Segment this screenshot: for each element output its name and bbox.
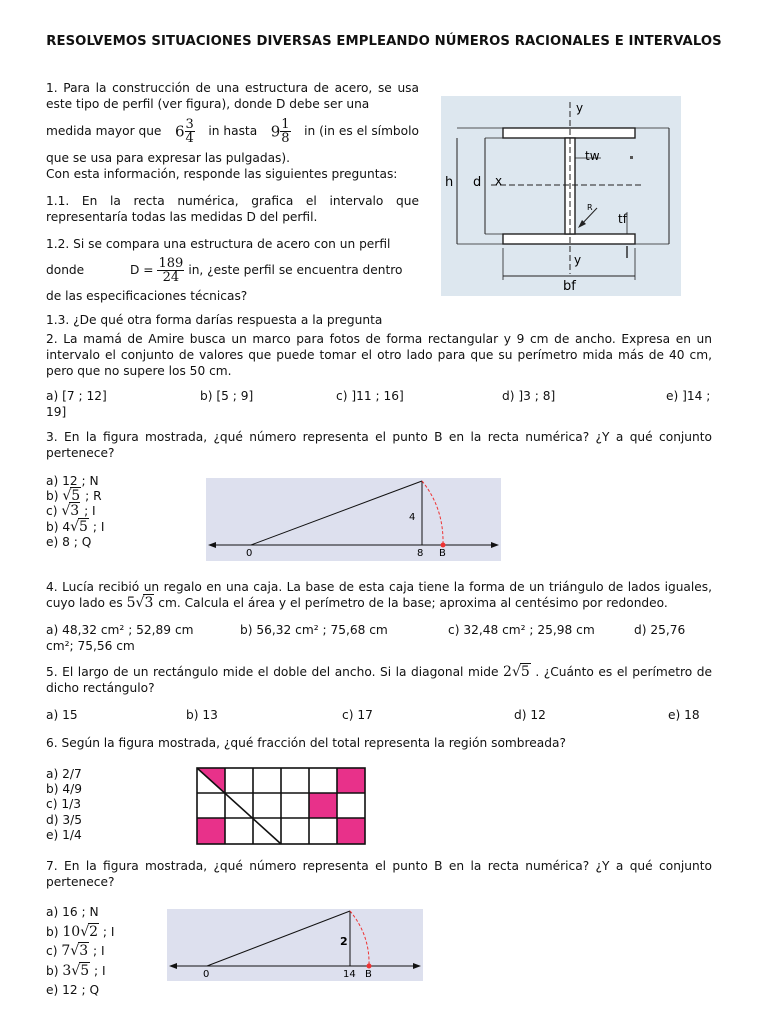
q3-point-b	[441, 543, 446, 548]
q6-grid-figure	[196, 767, 366, 845]
q3-option-e: e) 8 ; Q	[46, 534, 92, 549]
q2-option-d: d) ]3 ; 8]	[502, 389, 556, 403]
q6-option-a: a) 2/7	[46, 767, 82, 781]
q7-option-e: e) 12 ; Q	[46, 983, 100, 997]
q1-2-fraction: $\frac{189}{24}$	[158, 255, 184, 285]
q7-label-origin: 0	[203, 969, 210, 980]
q3-options	[46, 474, 104, 550]
q6-shade-r1c6	[337, 768, 365, 793]
q5-option-b: b) 13	[186, 708, 218, 722]
q7-option-b: b) 10√2 ; I	[46, 923, 115, 940]
q1-mixed-1: 6 $\frac{3}{4}$	[175, 116, 194, 146]
figure-background	[441, 96, 681, 296]
q1-fraction-line	[46, 112, 419, 150]
label-r: R	[587, 203, 593, 212]
q3-number-line-figure	[206, 478, 501, 561]
q1-mixed-2: 9 $\frac{1}{8}$	[270, 116, 290, 146]
bottom-flange	[503, 234, 635, 244]
q7-option-a: a) 16 ; N	[46, 905, 99, 919]
q6-option-c: c) 1/3	[46, 797, 81, 812]
q4-option-d-cont: cm²; 75,56 cm	[46, 639, 135, 653]
top-flange	[503, 128, 635, 138]
question-2: 2. La mamá de Amire busca un marco para fotos de forma rectangular y 9 cm de ancho. Expresa en un intervalo el conjunto de valores que puede tomar el otro lado para que su perímetro mida más de 40 cm, pero que no supere los 50 cm.	[46, 332, 712, 378]
label-y-top: y	[576, 101, 584, 115]
q7-label-b: B	[365, 969, 372, 980]
q2-option-b: b) [5 ; 9]	[200, 389, 254, 403]
q3-label-origin: 0	[246, 548, 253, 559]
q6-options	[46, 767, 82, 843]
question-4: 4. Lucía recibió un regalo en una caja. La base de esta caja tiene la forma de un triángulo de lados iguales, cuyo lado es 5√3 cm. Calcula el área y el perímetro de la base; aproxima al centésimo por redondeo.	[46, 580, 712, 611]
q4-radical: 5√3	[126, 595, 154, 611]
q1-2-post: in, ¿este perfil se encuentra dentro	[188, 263, 403, 277]
q5-radical: 2√5	[503, 664, 530, 680]
label-tw: tw	[585, 149, 600, 163]
q1-2-donde: donde	[46, 263, 85, 277]
page-title: RESOLVEMOS SITUACIONES DIVERSAS EMPLEANDO NÚMEROS RACIONALES E INTERVALOS	[46, 34, 722, 49]
q3-option-c: c) √3 ; I	[46, 503, 96, 520]
q6-shade-r2c5	[309, 793, 337, 818]
question-3: 3. En la figura mostrada, ¿qué número representa el punto B en la recta numérica? ¿Y a qué conjunto pertenece?	[46, 430, 712, 460]
q2-option-e-cont: 19]	[46, 405, 67, 419]
q1-pre: medida mayor que	[46, 124, 162, 138]
q6-shade-r3c1	[197, 818, 225, 844]
q5-option-a: a) 15	[46, 708, 78, 722]
q7-number-line-figure	[167, 909, 423, 981]
q3-label-foot: 8	[417, 548, 424, 559]
q5-option-e: e) 18	[668, 708, 700, 722]
q1-1: 1.1. En la recta numérica, grafica el intervalo que representaría todas las medidas D del perfil.	[46, 194, 419, 224]
q6-option-e: e) 1/4	[46, 827, 82, 842]
q1-line4: Con esta información, responde las siguientes preguntas:	[46, 167, 398, 181]
q1-2-line: 1.2. Si se compara una estructura de acero con un perfil	[46, 237, 391, 251]
q3-label-height: 4	[409, 512, 416, 523]
q4-option-d: d) 25,76	[634, 623, 686, 637]
q2-option-e: e) ]14 ;	[666, 389, 711, 403]
q3-option-d: b) 4√5 ; I	[46, 518, 105, 535]
q7-point-b	[367, 964, 372, 969]
q7-options	[46, 903, 115, 1001]
question-1	[46, 80, 419, 328]
q2-option-a: a) [7 ; 12]	[46, 389, 107, 403]
q6-shade-r3c6	[337, 818, 365, 844]
label-tf: tf	[618, 212, 627, 226]
q1-2-d: D =	[130, 263, 154, 277]
q1-3: 1.3. ¿De qué otra forma darías respuesta a la pregunta	[46, 313, 383, 327]
i-beam-figure	[441, 96, 681, 296]
label-bf: bf	[563, 279, 576, 294]
question-6: 6. Según la figura mostrada, ¿qué fracción del total representa la región sombreada?	[46, 736, 566, 750]
q7-label-foot: 14	[343, 969, 356, 980]
q4-option-a: a) 48,32 cm² ; 52,89 cm	[46, 623, 194, 637]
question-7: 7. En la figura mostrada, ¿qué número representa el punto B en la recta numérica? ¿Y a qué conjunto pertenece?	[46, 859, 712, 889]
label-x: x	[495, 174, 503, 188]
q6-option-d: d) 3/5	[46, 812, 82, 827]
q4-option-c: c) 32,48 cm² ; 25,98 cm	[448, 623, 595, 637]
q2-option-c: c) ]11 ; 16]	[336, 389, 404, 403]
q6-option-b: b) 4/9	[46, 782, 82, 797]
q3-label-b: B	[439, 548, 446, 559]
q1-mid: in hasta	[208, 124, 258, 138]
q3-option-b: b) √5 ; R	[46, 488, 102, 505]
q3-option-a: a) 12 ; N	[46, 474, 99, 488]
q5-option-c: c) 17	[342, 708, 373, 722]
q1-post: in (in es el símbolo	[304, 124, 419, 138]
label-y-bottom: y	[574, 253, 582, 267]
question-5: 5. El largo de un rectángulo mide el doble del ancho. Si la diagonal mide 2√5 . ¿Cuánto es el perímetro de dicho rectángulo?	[46, 664, 713, 695]
q1-2-end: de las especificaciones técnicas?	[46, 289, 248, 303]
q7-label-height: 2	[340, 935, 348, 948]
q4-option-b: b) 56,32 cm² ; 75,68 cm	[240, 623, 388, 637]
q7-option-d: b) 3√5 ; I	[46, 962, 106, 979]
q1-line3: que se usa para expresar las pulgadas).	[46, 151, 291, 165]
q5-option-d: d) 12	[514, 708, 546, 722]
label-h: h	[445, 175, 454, 190]
q1-line1: 1. Para la construcción de una estructura de acero, se usa este tipo de perfil (ver figura), donde D debe ser una	[46, 81, 419, 111]
q7-option-c: c) 7√3 ; I	[46, 943, 105, 959]
q1-2-fraction-line	[46, 252, 419, 288]
label-d: d	[473, 175, 482, 190]
